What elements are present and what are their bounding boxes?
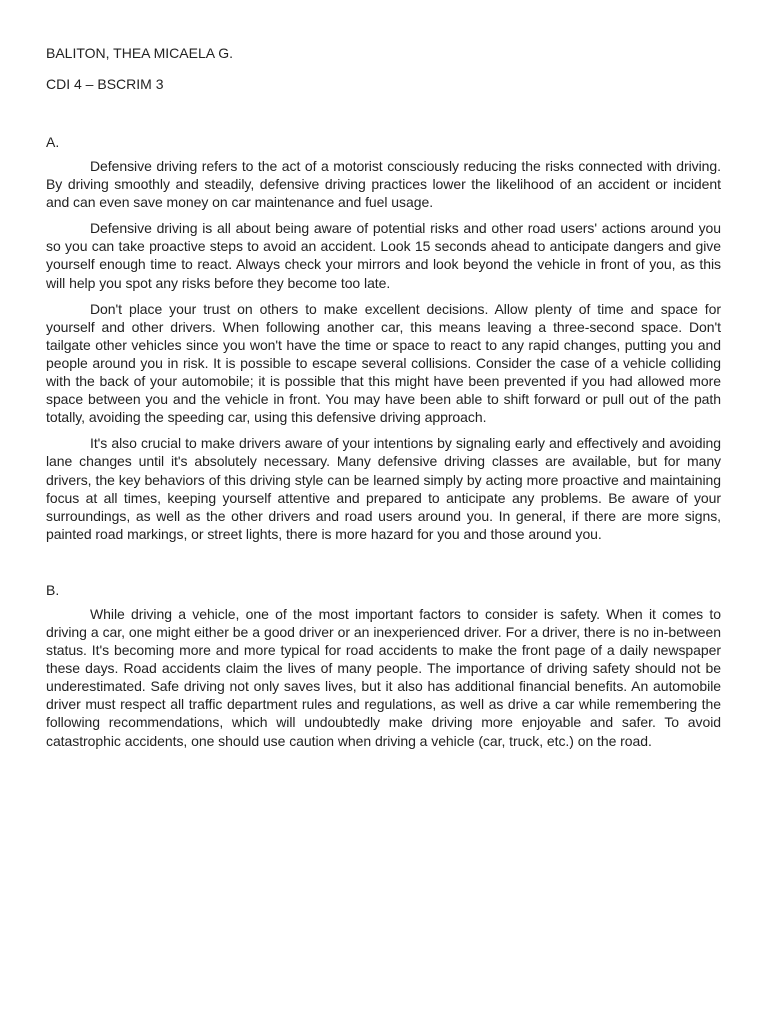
section-spacer [46,551,721,581]
section-a-paragraph-1: Defensive driving refers to the act of a motorist consciously reducing the risks connected with driving. By driving smoothly and steadily, defensive driving practices lower the likelihood of an accident or incident and can even save money on car maintenance and fuel usage. [46,158,721,211]
section-a-paragraph-4: It's also crucial to make drivers aware of your intentions by signaling early and effectively and avoiding lane changes until it's absolutely necessary. Many defensive driving classes are available, but for many drivers, the key behaviors of this driving style can be learned simply by acting more proactive and maintaining focus at all times, keeping yourself attentive and prepared to anticipate any problems. Be aware of your surroundings, as well as the other drivers and road users around you. In general, if there are more signs, painted road markings, or street lights, there is more hazard for you and those around you. [46,435,721,542]
course-code: CDI 4 – BSCRIM 3 [46,76,164,92]
section-b-label: B. [46,581,60,598]
section-a [46,133,721,543]
section-a-paragraph-3: Don't place your trust on others to make excellent decisions. Allow plenty of time and space for yourself and other drivers. When following another car, this means leaving a three-second space. Don't tailgate other vehicles since you won't have the time or space to react to any rapid changes, putting you and people around you in risk. It is possible to escape several collisions. Consider the case of a vehicle colliding with the back of your automobile; it is possible that this might have been prevented if you had allowed more space between you and the vehicle in front. You may have been able to shift forward or pull out of the path totally, avoiding the speeding car, using this defensive driving approach. [46,300,721,426]
document-page [46,44,721,758]
section-b [46,581,721,750]
author-name: BALITON, THEA MICAELA G. [46,45,233,61]
section-b-paragraph-1: While driving a vehicle, one of the most important factors to consider is safety. When it comes to driving a car, one might either be a good driver or an inexperienced driver. For a driver, there is no in-between status. It's becoming more and more typical for road accidents to make the front page of a daily newspaper these days. Road accidents claim the lives of many people. The importance of driving safety should not be underestimated. Safe driving not only saves lives, but it also has additional financial benefits. An automobile driver must respect all traffic department rules and regulations, as well as drive a car while remembering the following recommendations, which will undoubtedly make driving more enjoyable and safer. To avoid catastrophic accidents, one should use caution when driving a vehicle (car, truck, etc.) on the road. [46,605,721,749]
section-a-label: A. [46,134,60,150]
section-a-paragraph-2: Defensive driving is all about being aware of potential risks and other road users' actions around you so you can take proactive steps to avoid an accident. Look 15 seconds ahead to anticipate dangers and give yourself enough time to react. Always check your mirrors and look beyond the vehicle in front of you, as this will help you spot any risks before they become too late. [46,220,721,291]
